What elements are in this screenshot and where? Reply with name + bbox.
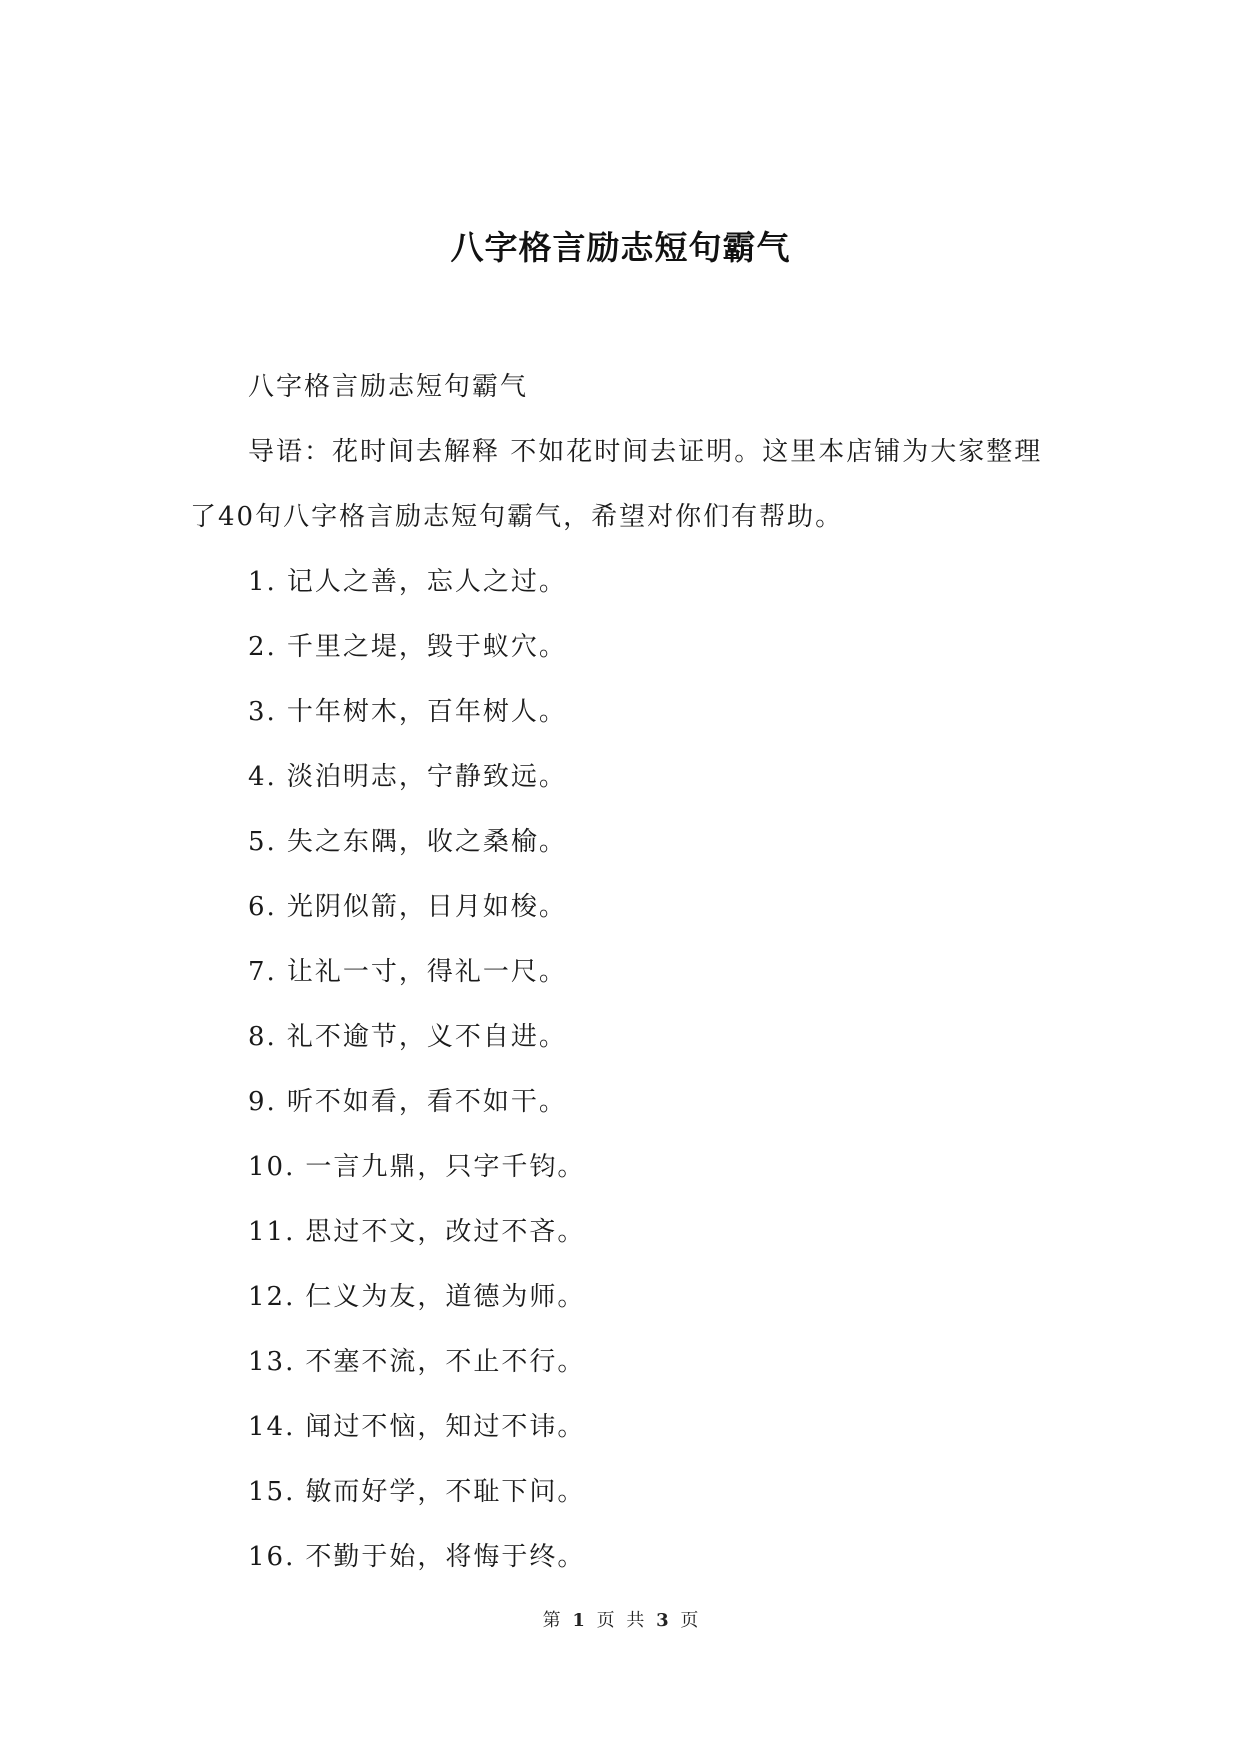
list-item-text: 千里之堤，毁于蚁穴。: [286, 632, 567, 662]
list-item-number: 10.: [248, 1152, 296, 1182]
list-item-text: 闻过不恼，知过不讳。: [305, 1412, 586, 1442]
list-item-number: 9.: [248, 1087, 277, 1117]
list-item-number: 16.: [248, 1542, 296, 1572]
list-item: [190, 1135, 1060, 1200]
list-item-number: 5.: [248, 827, 277, 857]
list-item-number: 12.: [248, 1282, 296, 1312]
list-item-number: 4.: [248, 762, 277, 792]
list-item-number: 13.: [248, 1347, 296, 1377]
proverb-list: [190, 550, 1060, 1590]
list-item: [190, 615, 1060, 680]
list-item: [190, 1525, 1060, 1590]
subtitle-paragraph: 八字格言励志短句霸气: [248, 372, 529, 402]
footer-prefix: 第: [542, 1610, 561, 1631]
list-item: [190, 745, 1060, 810]
list-item-text: 十年树木，百年树人。: [286, 697, 567, 727]
list-item-number: 2.: [248, 632, 277, 662]
list-item-text: 光阴似箭，日月如梭。: [286, 892, 567, 922]
list-item: [190, 550, 1060, 615]
footer-suffix: 页: [680, 1610, 699, 1631]
list-item: [190, 1005, 1060, 1070]
list-item: [190, 1330, 1060, 1395]
list-item-number: 8.: [248, 1022, 277, 1052]
list-item-number: 11.: [248, 1217, 296, 1247]
list-item: [190, 1070, 1060, 1135]
list-item: [190, 1200, 1060, 1265]
list-item-number: 14.: [248, 1412, 296, 1442]
list-item-text: 记人之善，忘人之过。: [286, 567, 567, 597]
document-body: [190, 355, 1060, 1590]
list-item-text: 思过不文，改过不吝。: [305, 1217, 586, 1247]
list-item-number: 7.: [248, 957, 277, 987]
list-item-text: 一言九鼎，只字千钧。: [305, 1152, 586, 1182]
list-item: [190, 810, 1060, 875]
list-item: [190, 680, 1060, 745]
intro-paragraph: 导语：花时间去解释 不如花时间去证明。这里本店铺为大家整理了40句八字格言励志短句霸气，希望对你们有帮助。: [190, 437, 1043, 532]
list-item-text: 淡泊明志，宁静致远。: [286, 762, 567, 792]
page-footer: [0, 1606, 1241, 1632]
list-item-number: 6.: [248, 892, 277, 922]
list-item: [190, 940, 1060, 1005]
list-item-text: 不塞不流，不止不行。: [305, 1347, 586, 1377]
footer-middle: 页 共: [596, 1610, 645, 1631]
list-item-number: 1.: [248, 567, 277, 597]
list-item-text: 听不如看，看不如干。: [286, 1087, 567, 1117]
page-title: 八字格言励志短句霸气: [450, 228, 791, 267]
list-item-text: 让礼一寸，得礼一尺。: [286, 957, 567, 987]
list-item: [190, 875, 1060, 940]
list-item-number: 15.: [248, 1477, 296, 1507]
list-item: [190, 1265, 1060, 1330]
list-item-text: 敏而好学，不耻下问。: [305, 1477, 586, 1507]
list-item-number: 3.: [248, 697, 277, 727]
list-item-text: 不勤于始，将悔于终。: [305, 1542, 586, 1572]
footer-page-number: 1: [572, 1610, 585, 1631]
list-item-text: 失之东隅，收之桑榆。: [286, 827, 567, 857]
list-item-text: 礼不逾节，义不自进。: [286, 1022, 567, 1052]
footer-total-pages: 3: [656, 1610, 669, 1631]
list-item-text: 仁义为友，道德为师。: [305, 1282, 586, 1312]
list-item: [190, 1460, 1060, 1525]
list-item: [190, 1395, 1060, 1460]
